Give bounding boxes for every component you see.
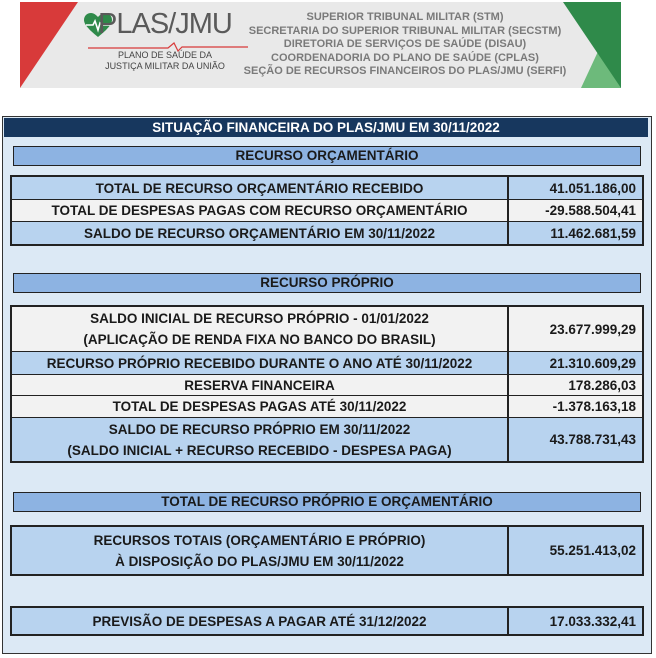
row-value: -29.588.504,41 <box>545 203 636 218</box>
row-value: 17.033.332,41 <box>549 613 636 629</box>
row-label: RESERVA FINANCEIRA <box>12 375 509 395</box>
row-label: TOTAL DE DESPESAS PAGAS ATÉ 30/11/2022 <box>12 396 509 417</box>
row-label <box>12 527 509 574</box>
logo-subtitle-line-1: PLANO DE SAÚDE DA <box>117 50 213 60</box>
table-row <box>12 352 642 375</box>
row-label-line-2: (APLICAÇÃO DE RENDA FIXA NO BANCO DO BRASIL) <box>83 332 436 347</box>
row-label: PREVISÃO DE DESPESAS A PAGAR ATÉ 31/12/2022 <box>12 608 509 634</box>
red-accent-shape <box>20 2 78 88</box>
table-row <box>12 200 642 222</box>
logo-title: PLAS/JMU <box>98 8 232 40</box>
table-row <box>12 222 642 244</box>
logo-subtitle-line-2: JUSTIÇA MILITAR DA UNIÃO <box>105 61 225 71</box>
row-value: 23.677.999,29 <box>549 321 636 337</box>
table-proprio <box>10 305 644 463</box>
table-total <box>10 525 644 576</box>
row-label-line-1: SALDO DE RECURSO PRÓPRIO EM 30/11/2022 <box>108 421 411 437</box>
row-label: TOTAL DE DESPESAS PAGAS COM RECURSO ORÇAMENTÁRIO <box>12 200 509 221</box>
row-label <box>12 418 509 461</box>
table-row <box>12 608 642 634</box>
row-value: 41.051.186,00 <box>549 180 636 196</box>
table-row <box>12 527 642 574</box>
agency-block <box>225 11 585 79</box>
agency-line: SEÇÃO DE RECURSOS FINANCEIROS DO PLAS/JMU (SERFI) <box>243 65 567 78</box>
agency-line: SECRETARIA DO SUPERIOR TRIBUNAL MILITAR (SECSTM) <box>248 24 562 37</box>
row-value: -1.378.163,18 <box>552 399 636 414</box>
row-label-line-1: RECURSOS TOTAIS (ORÇAMENTÁRIO E PRÓPRIO) <box>93 532 426 548</box>
table-row <box>12 418 642 461</box>
row-value: 43.788.731,43 <box>549 432 636 447</box>
table-row <box>12 177 642 200</box>
row-value: 21.310.609,29 <box>549 355 636 371</box>
row-label-line-2: À DISPOSIÇÃO DO PLAS/JMU EM 30/11/2022 <box>115 553 404 569</box>
section-heading-orcamentario: RECURSO ORÇAMENTÁRIO <box>13 146 641 166</box>
row-label: TOTAL DE RECURSO ORÇAMENTÁRIO RECEBIDO <box>12 177 509 199</box>
row-value: 178.286,03 <box>568 377 636 393</box>
row-label-line-2: (SALDO INICIAL + RECURSO RECEBIDO - DESPESA PAGA) <box>67 442 452 458</box>
row-label: SALDO DE RECURSO ORÇAMENTÁRIO EM 30/11/2022 <box>12 222 509 244</box>
section-heading-total: TOTAL DE RECURSO PRÓPRIO E ORÇAMENTÁRIO <box>13 492 641 512</box>
logo-subtitle <box>104 50 226 72</box>
agency-line: SUPERIOR TRIBUNAL MILITAR (STM) <box>306 11 504 23</box>
row-value: 11.462.681,59 <box>550 225 636 241</box>
table-row <box>12 396 642 418</box>
table-row <box>12 307 642 352</box>
row-label-line-1: SALDO INICIAL DE RECURSO PRÓPRIO - 01/01/2022 <box>90 311 429 326</box>
table-orcamentario <box>10 175 644 246</box>
table-previsao <box>10 606 644 636</box>
row-label: RECURSO PRÓPRIO RECEBIDO DURANTE O ANO ATÉ 30/11/2022 <box>12 352 509 374</box>
report-title: SITUAÇÃO FINANCEIRA DO PLAS/JMU EM 30/11/2022 <box>4 118 648 137</box>
section-heading-proprio: RECURSO PRÓPRIO <box>13 273 641 293</box>
agency-line: DIRETORIA DE SERVIÇOS DE SAÚDE (DISAU) <box>283 38 527 51</box>
row-label <box>12 307 509 351</box>
table-row <box>12 375 642 396</box>
header-banner <box>20 2 621 88</box>
row-value: 55.251.413,02 <box>549 543 636 558</box>
agency-line: COORDENADORIA DO PLANO DE SAÚDE (CPLAS) <box>271 51 539 64</box>
plas-jmu-logo <box>88 8 248 84</box>
